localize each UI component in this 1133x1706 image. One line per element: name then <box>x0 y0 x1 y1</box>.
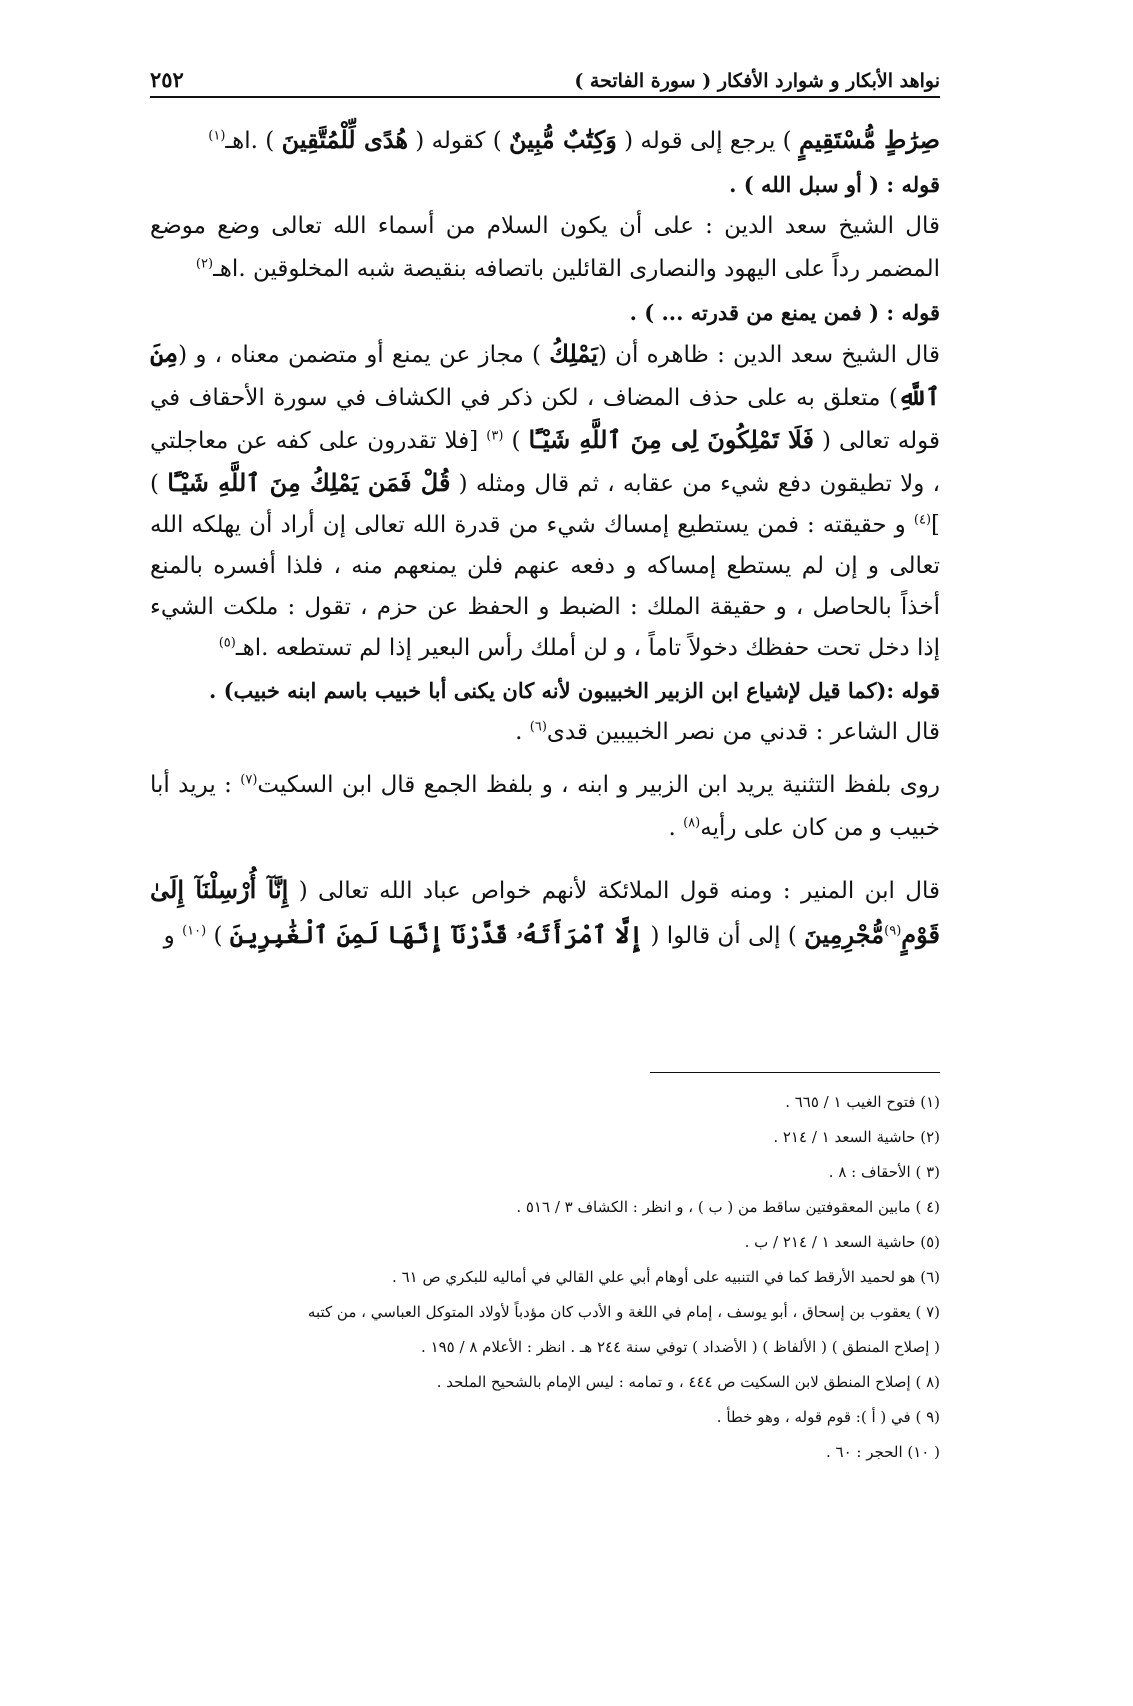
page-number: ٢٥٢ <box>150 67 184 92</box>
footnote-ref: (٩) <box>884 923 902 939</box>
main-text <box>150 118 940 958</box>
text-run: قال ابن المنير : ومنه قول الملائكة لأنهم خواص عباد الله تعالى ( <box>288 878 940 904</box>
paragraph-4 <box>150 711 940 754</box>
spacer <box>150 754 940 764</box>
text-run: ) ] <box>150 471 940 538</box>
section-heading-1: قوله : ( أو سبل الله ) . <box>729 172 940 197</box>
text-run: ) يرجع إلى قوله ( <box>616 128 799 154</box>
text-run: ) مجاز عن يمنع أو متضمن معناه ، و ( <box>178 342 550 368</box>
footnote-ref: (٧) <box>240 772 258 788</box>
text-run: ) <box>503 428 529 454</box>
quran-quote: هُدًى لِّلْمُتَّقِينَ <box>281 125 408 154</box>
text-run: ) .اهـ <box>225 128 282 154</box>
quran-quote: فَلَا تَمْلِكُونَ لِى مِنَ ٱللَّهِ شَيْـًٔا <box>528 425 814 454</box>
footnote-separator <box>650 1072 940 1073</box>
footnote-ref: (٨) <box>683 815 701 831</box>
running-header <box>150 60 940 98</box>
footnote-ref: (٣) <box>486 428 504 444</box>
footnote-item: (٢) حاشية السعد ١ / ٢١٤ . <box>773 1128 940 1146</box>
section-heading-2: قوله : ( فمن يمنع من قدرته ... ) . <box>629 300 940 325</box>
footnote-item: (٨ ) إصلاح المنطق لابن السكيت ص ٤٤٤ ، و تمامه : ليس الإمام بالشحيح الملحد . <box>436 1373 940 1391</box>
text-run: ) متعلق به على حذف المضاف ، لكن ذكر في الكشاف في سورة الأحقاف في قوله تعالى ( <box>150 385 940 454</box>
footnote-item: (٤ ) مابين المعقوفتين ساقط من ( ب ) ، و انظر : الكشاف ٣ / ٥١٦ . <box>516 1198 940 1216</box>
text-run: . <box>515 719 530 745</box>
text-run: قال الشيخ سعد الدين : على أن يكون السلام من أسماء الله تعالى وضع موضع المضمر رداً على اليهود والنصارى القائلين باتصافه بنقيصة شبه المخلوقين .اهـ <box>150 213 940 282</box>
footnote-item: ( ١٠) الحجر : ٦٠ . <box>825 1443 940 1461</box>
text-run: [فلا تقدرون على كفه عن معاجلتي ، ولا تطيقون دفع شيء من عقابه ، ثم قال ومثله ( <box>150 428 940 497</box>
footnote-ref: (٤) <box>913 512 932 528</box>
quran-quote: مِنَ ٱللَّهِ <box>150 339 940 411</box>
footnote-ref: (١) <box>208 128 226 144</box>
text-run: ) إلى أن قالوا ( <box>643 923 805 949</box>
footnotes <box>150 1085 940 1470</box>
paragraph-5 <box>150 764 940 850</box>
paragraph-2 <box>150 205 940 291</box>
footnote-ref: (٢) <box>195 256 214 272</box>
paragraph-6 <box>150 868 940 958</box>
paragraph-1 <box>150 118 940 163</box>
quran-quote: وَكِتَٰبٌ مُّبِينٌ <box>509 125 617 154</box>
quran-quote: مُّجْرِمِينَ <box>804 920 885 949</box>
text-run: : يريد أبا خبيب و من كان على رأيه <box>150 772 940 841</box>
quran-quote: إِنَّآ أُرْسِلْنَآ إِلَىٰ قَوْمٍ <box>150 875 940 949</box>
book-title: نواهد الأبكار و شوارد الأفكار ( سورة الفاتحة ) <box>574 70 940 92</box>
footnote-ref: (٥) <box>218 635 236 651</box>
text-run: ) <box>206 923 230 949</box>
footnote-item: (٦) هو لحميد الأرقط كما في التنبيه على أوهام أبي علي القالي في أماليه للبكري ص ٦١ . <box>392 1268 940 1286</box>
footnote-item: (٣ ) الأحقاف : ٨ . <box>828 1163 940 1181</box>
footnote-ref: (١٠) <box>182 923 207 939</box>
text-run: . <box>668 815 684 841</box>
footnote-item: ( إصلاح المنطق ) ( الألفاظ ) ( الأضداد ) توفي سنة ٢٤٤ هـ . انظر : الأعلام ٨ / ١٩٥ . <box>421 1338 940 1356</box>
text-run: قال الشيخ سعد الدين : ظاهره أن ( <box>597 342 940 368</box>
quran-quote: قُلْ فَمَن يَمْلِكُ مِنَ ٱللَّهِ شَيْـًٔا <box>167 468 451 497</box>
quran-quote: صِرَٰطٍ مُّسْتَقِيمٍ <box>798 125 940 154</box>
text-run: و <box>163 923 183 949</box>
footnote-item: (٩ ) في ( أ ): قوم قوله ، وهو خطأ . <box>716 1408 940 1426</box>
text-run: ) كقوله ( <box>408 128 509 154</box>
footnote-item: (٧ ) يعقوب بن إسحاق ، أبو يوسف ، إمام في اللغة و الأدب كان مؤدباً لأولاد المتوكل العباسي ، من كتبه <box>307 1303 940 1321</box>
section-heading-3: قوله :(كما قيل لإشياع ابن الزبير الخبيبون لأنه كان يكنى أبا خبيب باسم ابنه خبيب) . <box>208 678 940 703</box>
text-run: روى بلفظ التثنية يريد ابن الزبير و ابنه ، و بلفظ الجمع قال ابن السكيت <box>257 772 940 798</box>
footnote-ref: (٦) <box>529 719 547 735</box>
text-run: و حقيقته : فمن يستطيع إمساك شيء من قدرة الله تعالى إن أراد أن يهلكه الله تعالى و إن لم يستطع إمساكه و دفعه عنهم فلن يمنعهم منه ، فلذا أفسره بالمنع أخذاً بالحاصل ، و حقيقة الملك : الضبط و الحفظ عن حزم ، تقول : ملكت الشيء إذا دخل تحت حفظك دخولاً تاماً ، و لن أملك رأس البعير إذا لم تستطعه .اهـ <box>150 512 940 661</box>
footnote-item: (٥) حاشية السعد ١ / ٢١٤ / ب . <box>744 1233 940 1251</box>
quran-quote: إِلَّا ٱمْرَأَتَهُۥ قَدَّرْنَآ إِنَّهَا لَمِنَ ٱلْغَٰبِرِينَ <box>229 920 644 949</box>
quran-quote: يَمْلِكُ <box>549 339 598 368</box>
footnote-item: (١) فتوح الغيب ١ / ٦٦٥ . <box>785 1093 940 1111</box>
paragraph-3 <box>150 333 940 669</box>
spacer <box>150 850 940 868</box>
text-run: قال الشاعر : قدني من نصر الخبيبين قدى <box>546 719 940 745</box>
